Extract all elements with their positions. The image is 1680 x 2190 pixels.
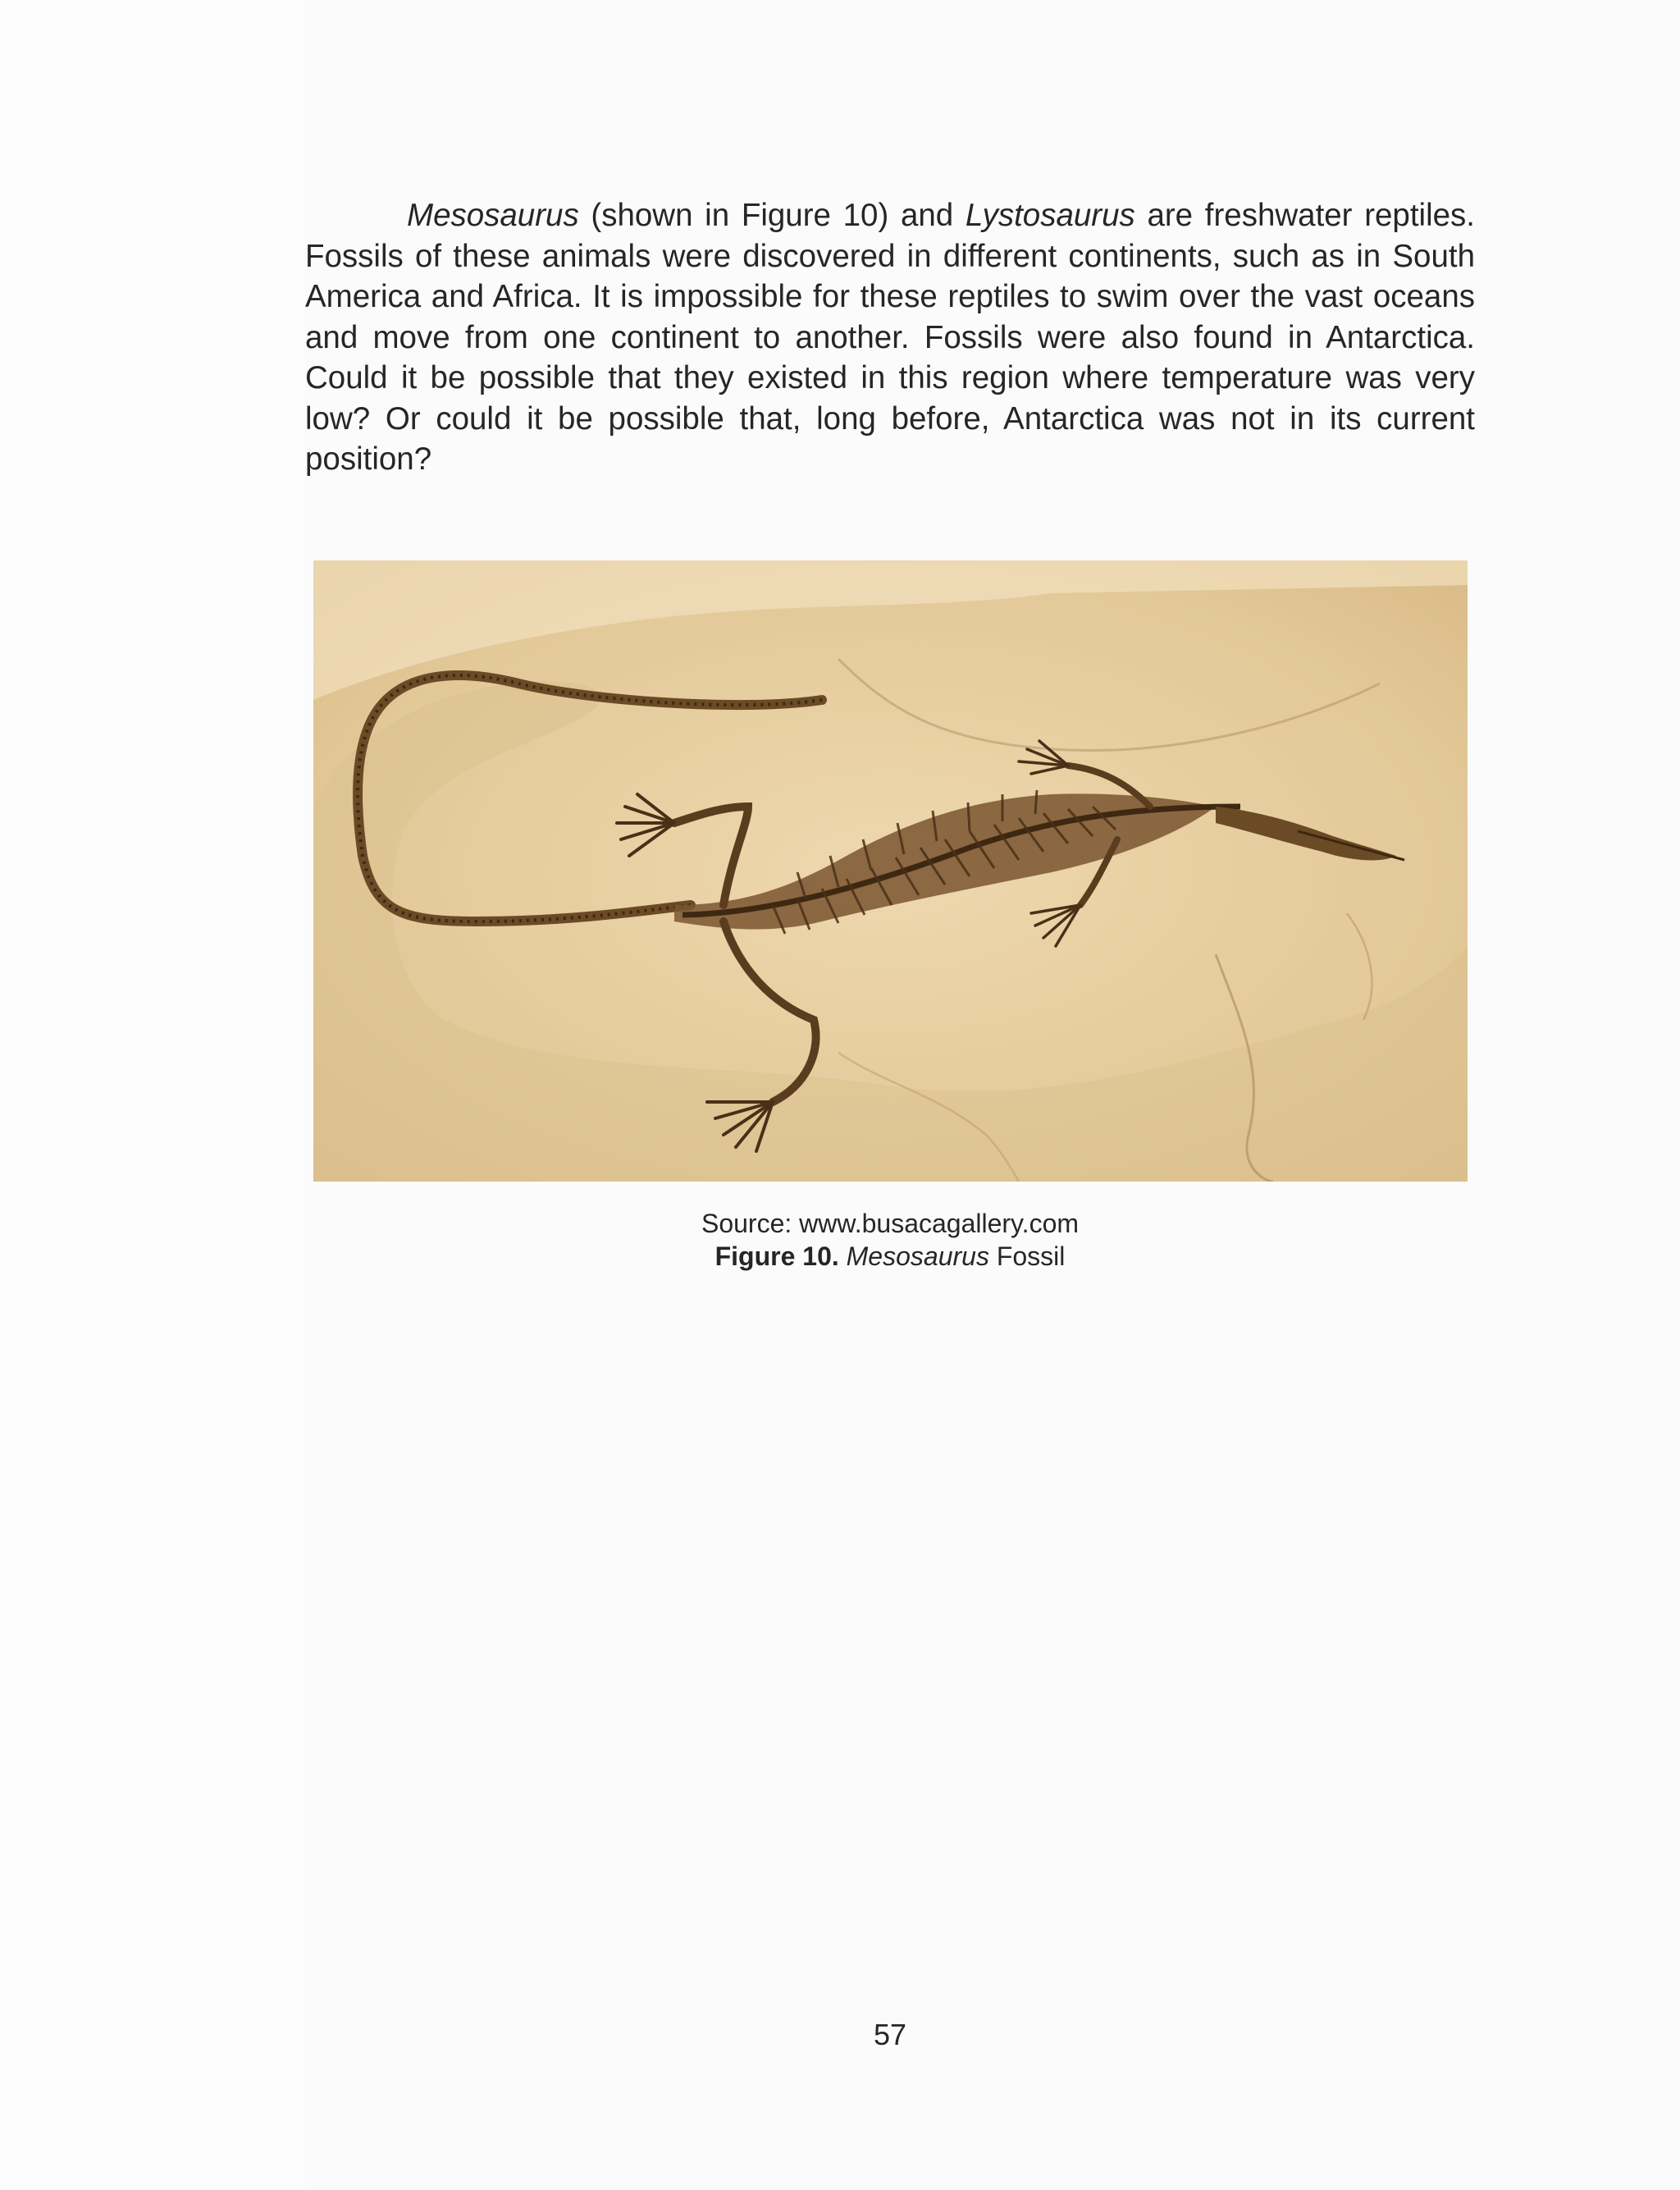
figure-name-italic: Mesosaurus bbox=[846, 1241, 989, 1271]
figure-source: Source: www.busacagallery.com bbox=[701, 1209, 1080, 1238]
figure-label: Figure 10. bbox=[714, 1241, 839, 1271]
mesosaurus-fossil-image bbox=[313, 560, 1468, 1182]
body-paragraph bbox=[305, 195, 1475, 480]
paragraph-text-2: are freshwater reptiles. Fossils of these animals were discovered in different continents, such as in South America and Africa. It is impossible for these reptiles to swim over the vast oceans and move from one continent to another. Fossils were also found in Antarctica. Could it be possible that they existed in this region where temperature was very low? Or could it be possible that, long before, Antarctica was not in its current position? bbox=[305, 198, 1475, 477]
term-lystosaurus: Lystosaurus bbox=[965, 198, 1135, 233]
fossil-illustration bbox=[313, 560, 1468, 1182]
figure-name-rest: Fossil bbox=[988, 1241, 1066, 1271]
term-mesosaurus: Mesosaurus bbox=[407, 198, 579, 233]
paragraph-text-1: (shown in Figure 10) and bbox=[578, 198, 966, 233]
figure-caption bbox=[305, 1240, 1475, 1273]
page-number: 57 bbox=[873, 2018, 907, 2051]
